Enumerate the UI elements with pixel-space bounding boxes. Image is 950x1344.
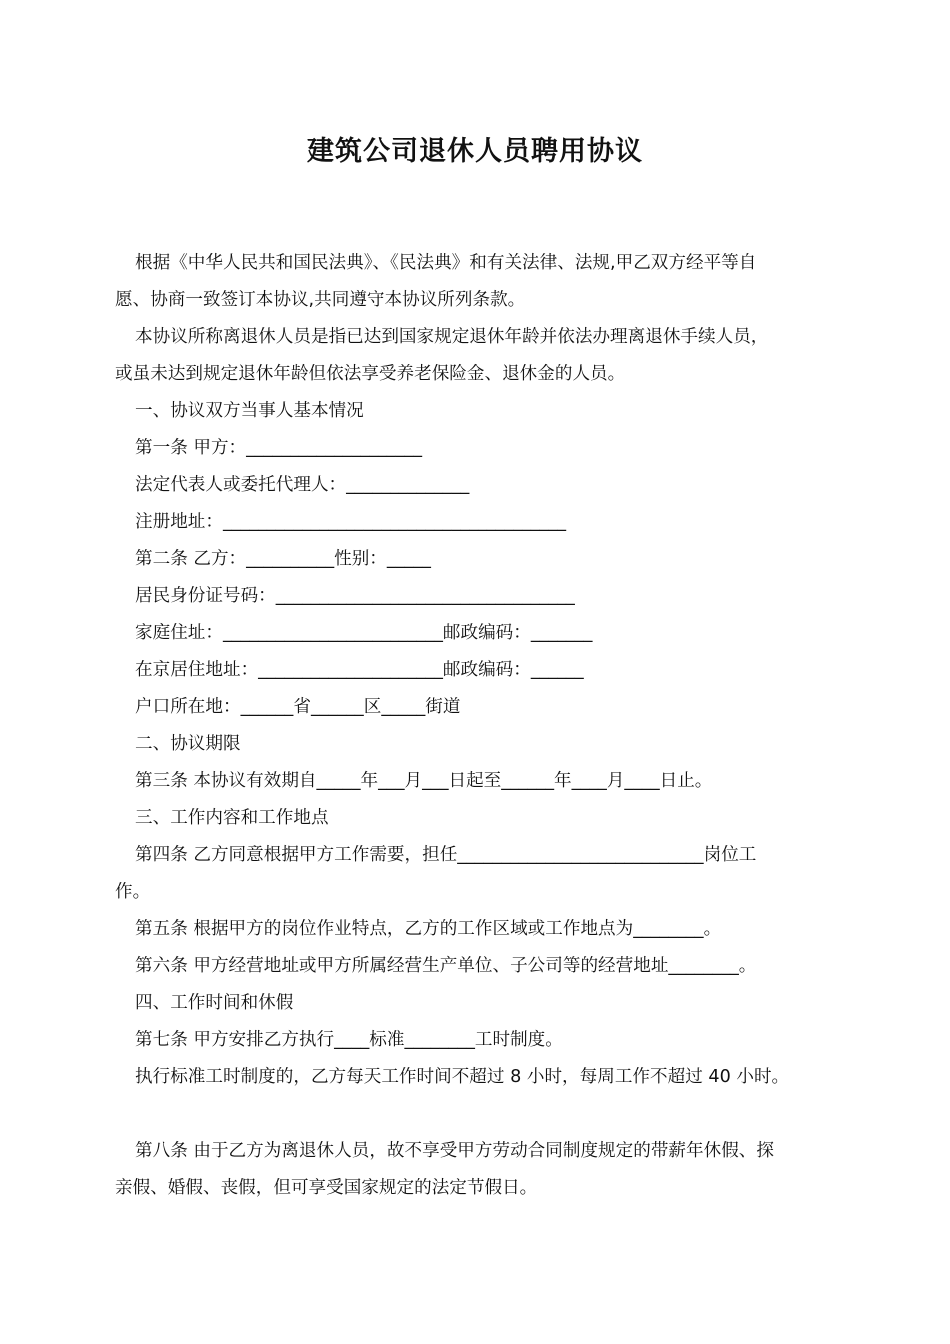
clause-line: 执行标准工时制度的，乙方每天工作时间不超过 8 小时，每周工作不超过 40 小时。: [135, 1067, 790, 1087]
clause-line: 第六条 甲方经营地址或甲方所属经营生产单位、子公司等的经营地址________。: [135, 956, 757, 976]
clause-line: 亲假、婚假、丧假，但可享受国家规定的法定节假日。: [115, 1178, 538, 1198]
paragraph-line: 根据《中华人民共和国民法典》、《民法典》和有关法律、法规,甲乙双方经平等自: [135, 253, 757, 273]
clause-line: 第四条 乙方同意根据甲方工作需要，担任____________________________岗位工: [135, 845, 757, 865]
paragraph-line: 愿、协商一致签订本协议,共同遵守本协议所列条款。: [115, 290, 526, 310]
form-line: 家庭住址：_________________________邮政编码：_______: [135, 623, 593, 643]
clause-line: 第八条 由于乙方为离退休人员，故不享受甲方劳动合同制度规定的带薪年休假、探: [135, 1141, 774, 1161]
section-heading: 四、工作时间和休假: [135, 993, 294, 1013]
document-title: 建筑公司退休人员聘用协议: [307, 136, 643, 167]
form-line: 第二条 乙方：__________性别：_____: [135, 549, 431, 569]
form-line: 在京居住地址：_____________________邮政编码：______: [135, 660, 584, 680]
form-line: 注册地址：_______________________________________: [135, 512, 567, 532]
form-line: 居民身份证号码：__________________________________: [135, 586, 575, 606]
form-line: 法定代表人或委托代理人：______________: [135, 475, 470, 495]
paragraph-gap: [115, 1096, 840, 1133]
form-line: 第一条 甲方：____________________: [135, 438, 423, 458]
clause-line: 作。: [115, 882, 151, 902]
section-heading: 一、协议双方当事人基本情况: [135, 401, 364, 421]
section-heading: 二、协议期限: [135, 734, 241, 754]
document-body: [115, 245, 840, 1207]
clause-line: 第五条 根据甲方的岗位作业特点，乙方的工作区域或工作地点为________。: [135, 919, 722, 939]
paragraph-line: 或虽未达到规定退休年龄但依法享受养老保险金、退休金的人员。: [115, 364, 626, 384]
paragraph-line: 本协议所称离退休人员是指已达到国家规定退休年龄并依法办理离退休手续人员，: [135, 327, 769, 347]
clause-line: 第七条 甲方安排乙方执行____标准________工时制度。: [135, 1030, 563, 1050]
section-heading: 三、工作内容和工作地点: [135, 808, 329, 828]
clause-line: 第三条 本协议有效期自_____年___月___日起至______年____月____日止。: [135, 771, 713, 791]
form-line: 户口所在地：______省______区_____街道: [135, 697, 461, 717]
